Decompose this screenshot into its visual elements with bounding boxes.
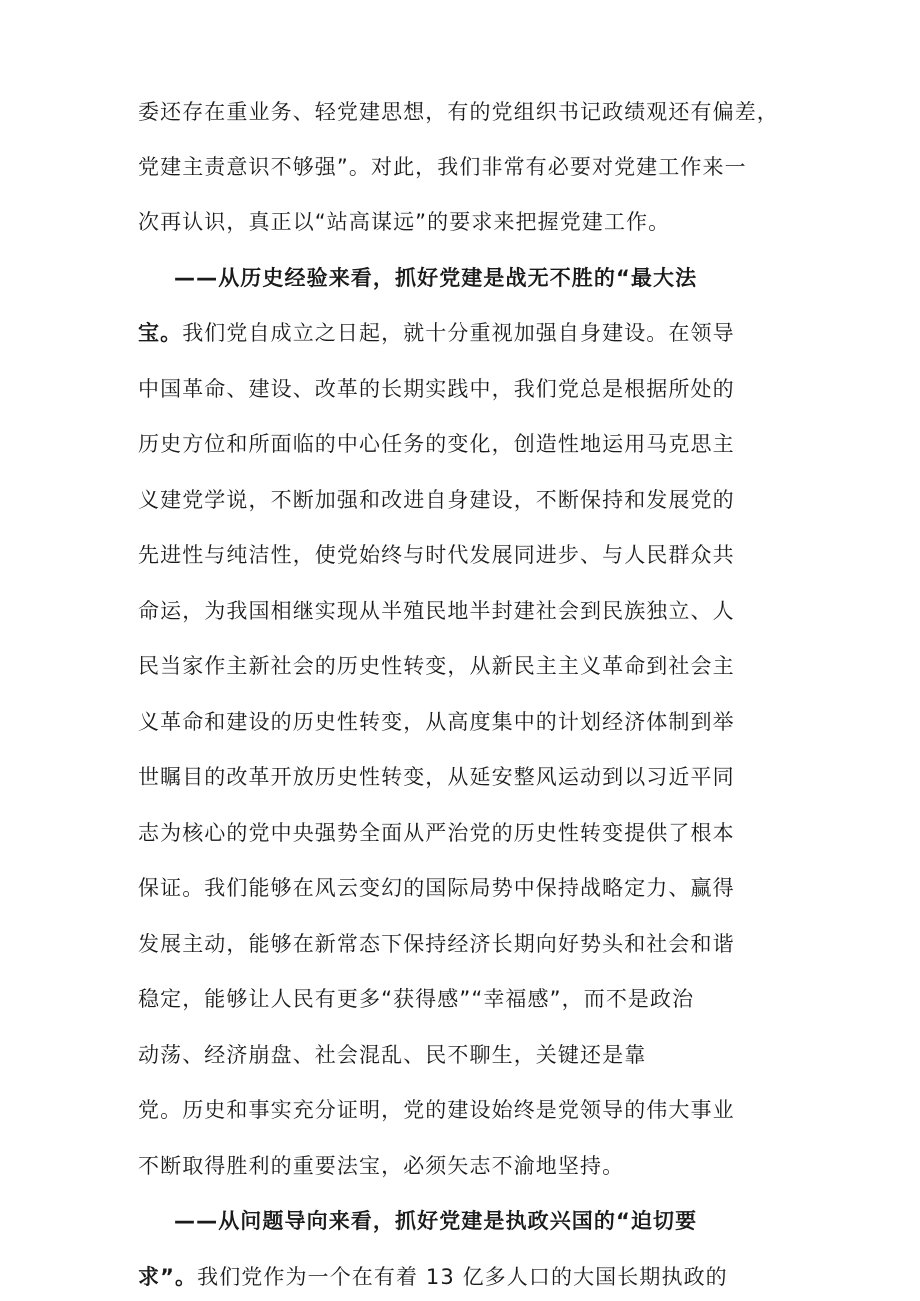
history-body-line-11: 发展主动，能够在新常态下保持经济长期向好势头和社会和谐 bbox=[138, 932, 735, 956]
history-body-line-8: 世瞩目的改革开放历史性转变，从延安整风运动到以习近平同 bbox=[138, 765, 735, 789]
history-body-line-10: 保证。我们能够在风云变幻的国际局势中保持战略定力、赢得 bbox=[138, 876, 735, 900]
problem-heading-end: 求”。 bbox=[138, 1265, 198, 1289]
history-body-line-14: 党。历史和事实充分证明，党的建设始终是党领导的伟大事业 bbox=[138, 1098, 735, 1122]
history-heading-end: 宝。 bbox=[138, 321, 183, 345]
intro-line-3: 次再认识，真正以“站高谋远”的要求来把握党建工作。 bbox=[138, 210, 671, 234]
history-body-line-7: 义革命和建设的历史性转变，从高度集中的计划经济体制到举 bbox=[138, 710, 735, 734]
history-body-start: 我们党自成立之日起，就十分重视加强自身建设。在领导 bbox=[182, 321, 735, 345]
history-body-line-15: 不断取得胜利的重要法宝，必须矢志不渝地坚持。 bbox=[138, 1154, 625, 1178]
problem-heading-line-2 bbox=[138, 1262, 788, 1292]
history-body-line-6: 民当家作主新社会的历史性转变，从新民主主义革命到社会主 bbox=[138, 654, 735, 678]
history-body-line-3: 义建党学说，不断加强和改进自身建设，不断保持和发展党的 bbox=[138, 488, 735, 512]
intro-line-1: 委还存在重业务、轻党建思想，有的党组织书记政绩观还有偏差， bbox=[138, 100, 779, 124]
history-body-line-2: 历史方位和所面临的中心任务的变化，创造性地运用马克思主 bbox=[138, 432, 735, 456]
history-body-line-9: 志为核心的党中央强势全面从严治党的历史性转变提供了根本 bbox=[138, 821, 735, 845]
history-body-line-4: 先进性与纯洁性，使党始终与时代发展同进步、与人民群众共 bbox=[138, 543, 735, 567]
history-body-line-1: 中国革命、建设、改革的长期实践中，我们党总是根据所处的 bbox=[138, 377, 735, 401]
problem-body-start: 我们党作为一个在有着 13 亿多人口的大国长期执政的 bbox=[197, 1265, 728, 1289]
problem-heading-line-1: ——从问题导向来看，抓好党建是执政兴国的“迫切要 bbox=[174, 1209, 698, 1233]
history-heading-line-2 bbox=[138, 318, 788, 348]
history-heading-line-1: ——从历史经验来看，抓好党建是战无不胜的“最大法 bbox=[174, 266, 698, 290]
intro-line-2: 党建主责意识不够强”。对此，我们非常有必要对党建工作来一 bbox=[138, 155, 747, 179]
history-body-line-13: 动荡、经济崩盘、社会混乱、民不聊生，关键还是靠 bbox=[138, 1043, 647, 1067]
history-body-line-12: 稳定，能够让人民有更多“获得感”“幸福感”，而不是政治 bbox=[138, 987, 695, 1011]
history-body-line-5: 命运，为我国相继实现从半殖民地半封建社会到民族独立、人 bbox=[138, 599, 735, 623]
